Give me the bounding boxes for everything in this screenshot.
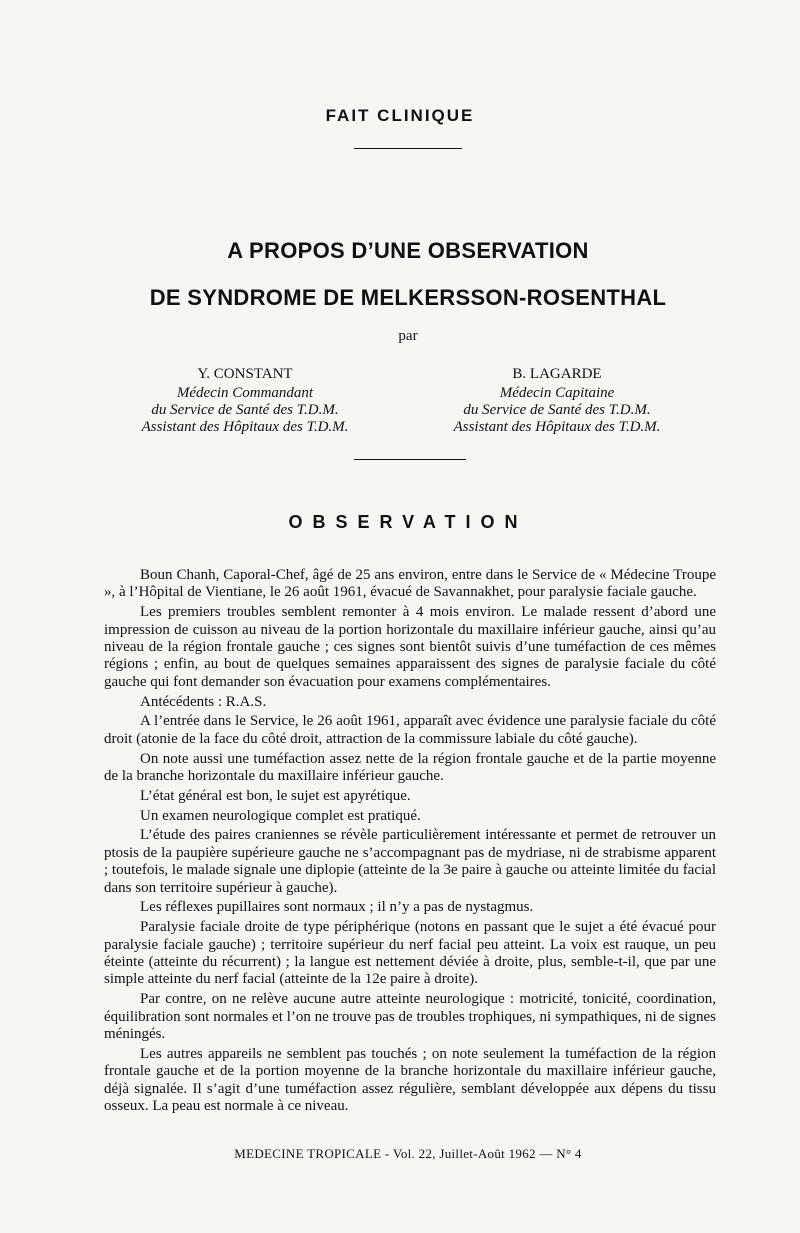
paragraph: Un examen neurologique complet est pratiqué.	[140, 807, 421, 824]
author-left	[120, 366, 370, 436]
author-affiliation: Assistant des Hôpitaux des T.D.M.	[141, 419, 349, 435]
paragraph: Paralysie faciale droite de type périphérique (notons en passant que le sujet a été évacué pour paralysie faciale gauche) ; territoire supérieur du nerf facial peu atteint. La voix est rauque, un peu éteinte (atteinte du récurrent) ; la langue est nettement déviée à droite, plus, semble-t-il, que par une simple atteinte du nerf facial (atteinte de la 12e paire à droite).	[104, 919, 716, 988]
by-label: par	[398, 328, 418, 344]
middle-rule	[354, 459, 466, 460]
article-title-line-1: A PROPOS D’UNE OBSERVATION	[227, 238, 589, 263]
author-rank: Médecin Capitaine	[499, 385, 615, 401]
author-service: du Service de Santé des T.D.M.	[151, 402, 339, 418]
author-service: du Service de Santé des T.D.M.	[463, 402, 651, 418]
paragraph: Les autres appareils ne semblent pas touchés ; on note seulement la tuméfaction de la région frontale gauche et de la portion moyenne de la branche horizontale du maxillaire inférieur gauche, déjà signalée. Il s’agit d’une tuméfaction assez régulière, semblant développée aux dépens du tissu osseux. La peau est normale à ce niveau.	[104, 1045, 716, 1115]
article-title-line-2: DE SYNDROME DE MELKERSSON-ROSENTHAL	[149, 285, 667, 310]
section-label: FAIT CLINIQUE	[325, 106, 475, 125]
author-name: B. LAGARDE	[512, 366, 602, 382]
body-text	[104, 567, 716, 1118]
top-rule	[354, 148, 462, 149]
author-right	[432, 366, 682, 436]
author-rank: Médecin Commandant	[176, 385, 314, 401]
author-name: Y. CONSTANT	[197, 366, 293, 382]
paragraph: Antécédents : R.A.S.	[140, 693, 267, 710]
paragraph: A l’entrée dans le Service, le 26 août 1961, apparaît avec évidence une paralysie faciale du côté droit (atonie de la face du côté droit, attraction de la commissure labiale du côté gauche).	[104, 713, 716, 747]
observation-heading: OBSERVATION	[288, 512, 528, 532]
paragraph: Par contre, on ne relève aucune autre atteinte neurologique : motricité, tonicité, coordination, équilibration sont normales et l’on ne trouve pas de troubles trophiques, ni sympathiques, ni de signes méningés.	[104, 991, 716, 1043]
journal-footer: MEDECINE TROPICALE - Vol. 22, Juillet-Août 1962 — N° 4	[234, 1146, 582, 1161]
paragraph: L’étude des paires craniennes se révèle particulièrement intéressante et permet de retrouver un ptosis de la paupière supérieure gauche ne s’accompagnant pas de mydriase, ni de strabisme apparent ; toutefois, le malade signale une diplopie (atteinte de la 3e paire à gauche ou atteinte limitée du facial dans son territoire supérieur à gauche).	[104, 827, 716, 896]
paragraph: L’état général est bon, le sujet est apyrétique.	[140, 787, 411, 804]
author-affiliation: Assistant des Hôpitaux des T.D.M.	[453, 419, 661, 435]
paragraph: Les premiers troubles semblent remonter à 4 mois environ. Le malade ressent d’abord une impression de cuisson au niveau de la portion horizontale du maxillaire inférieur gauche, ainsi qu’au niveau de la région frontale gauche ; ces signes sont bientôt suivis d’une tuméfaction de ces mêmes régions ; enfin, au bout de quelques semaines apparaissent des signes de paralysie faciale du côté gauche qui font demander son évacuation pour examens complémentaires.	[104, 604, 716, 690]
paragraph: Boun Chanh, Caporal-Chef, âgé de 25 ans environ, entre dans le Service de « Médecine Troupe », à l’Hôpital de Vientiane, le 26 août 1961, évacué de Savannakhet, pour paralysie faciale gauche.	[104, 567, 716, 601]
paragraph: On note aussi une tuméfaction assez nette de la région frontale gauche et de la partie moyenne de la branche horizontale du maxillaire inférieur gauche.	[104, 750, 716, 785]
paragraph: Les réflexes pupillaires sont normaux ; il n’y a pas de nystagmus.	[140, 899, 534, 916]
